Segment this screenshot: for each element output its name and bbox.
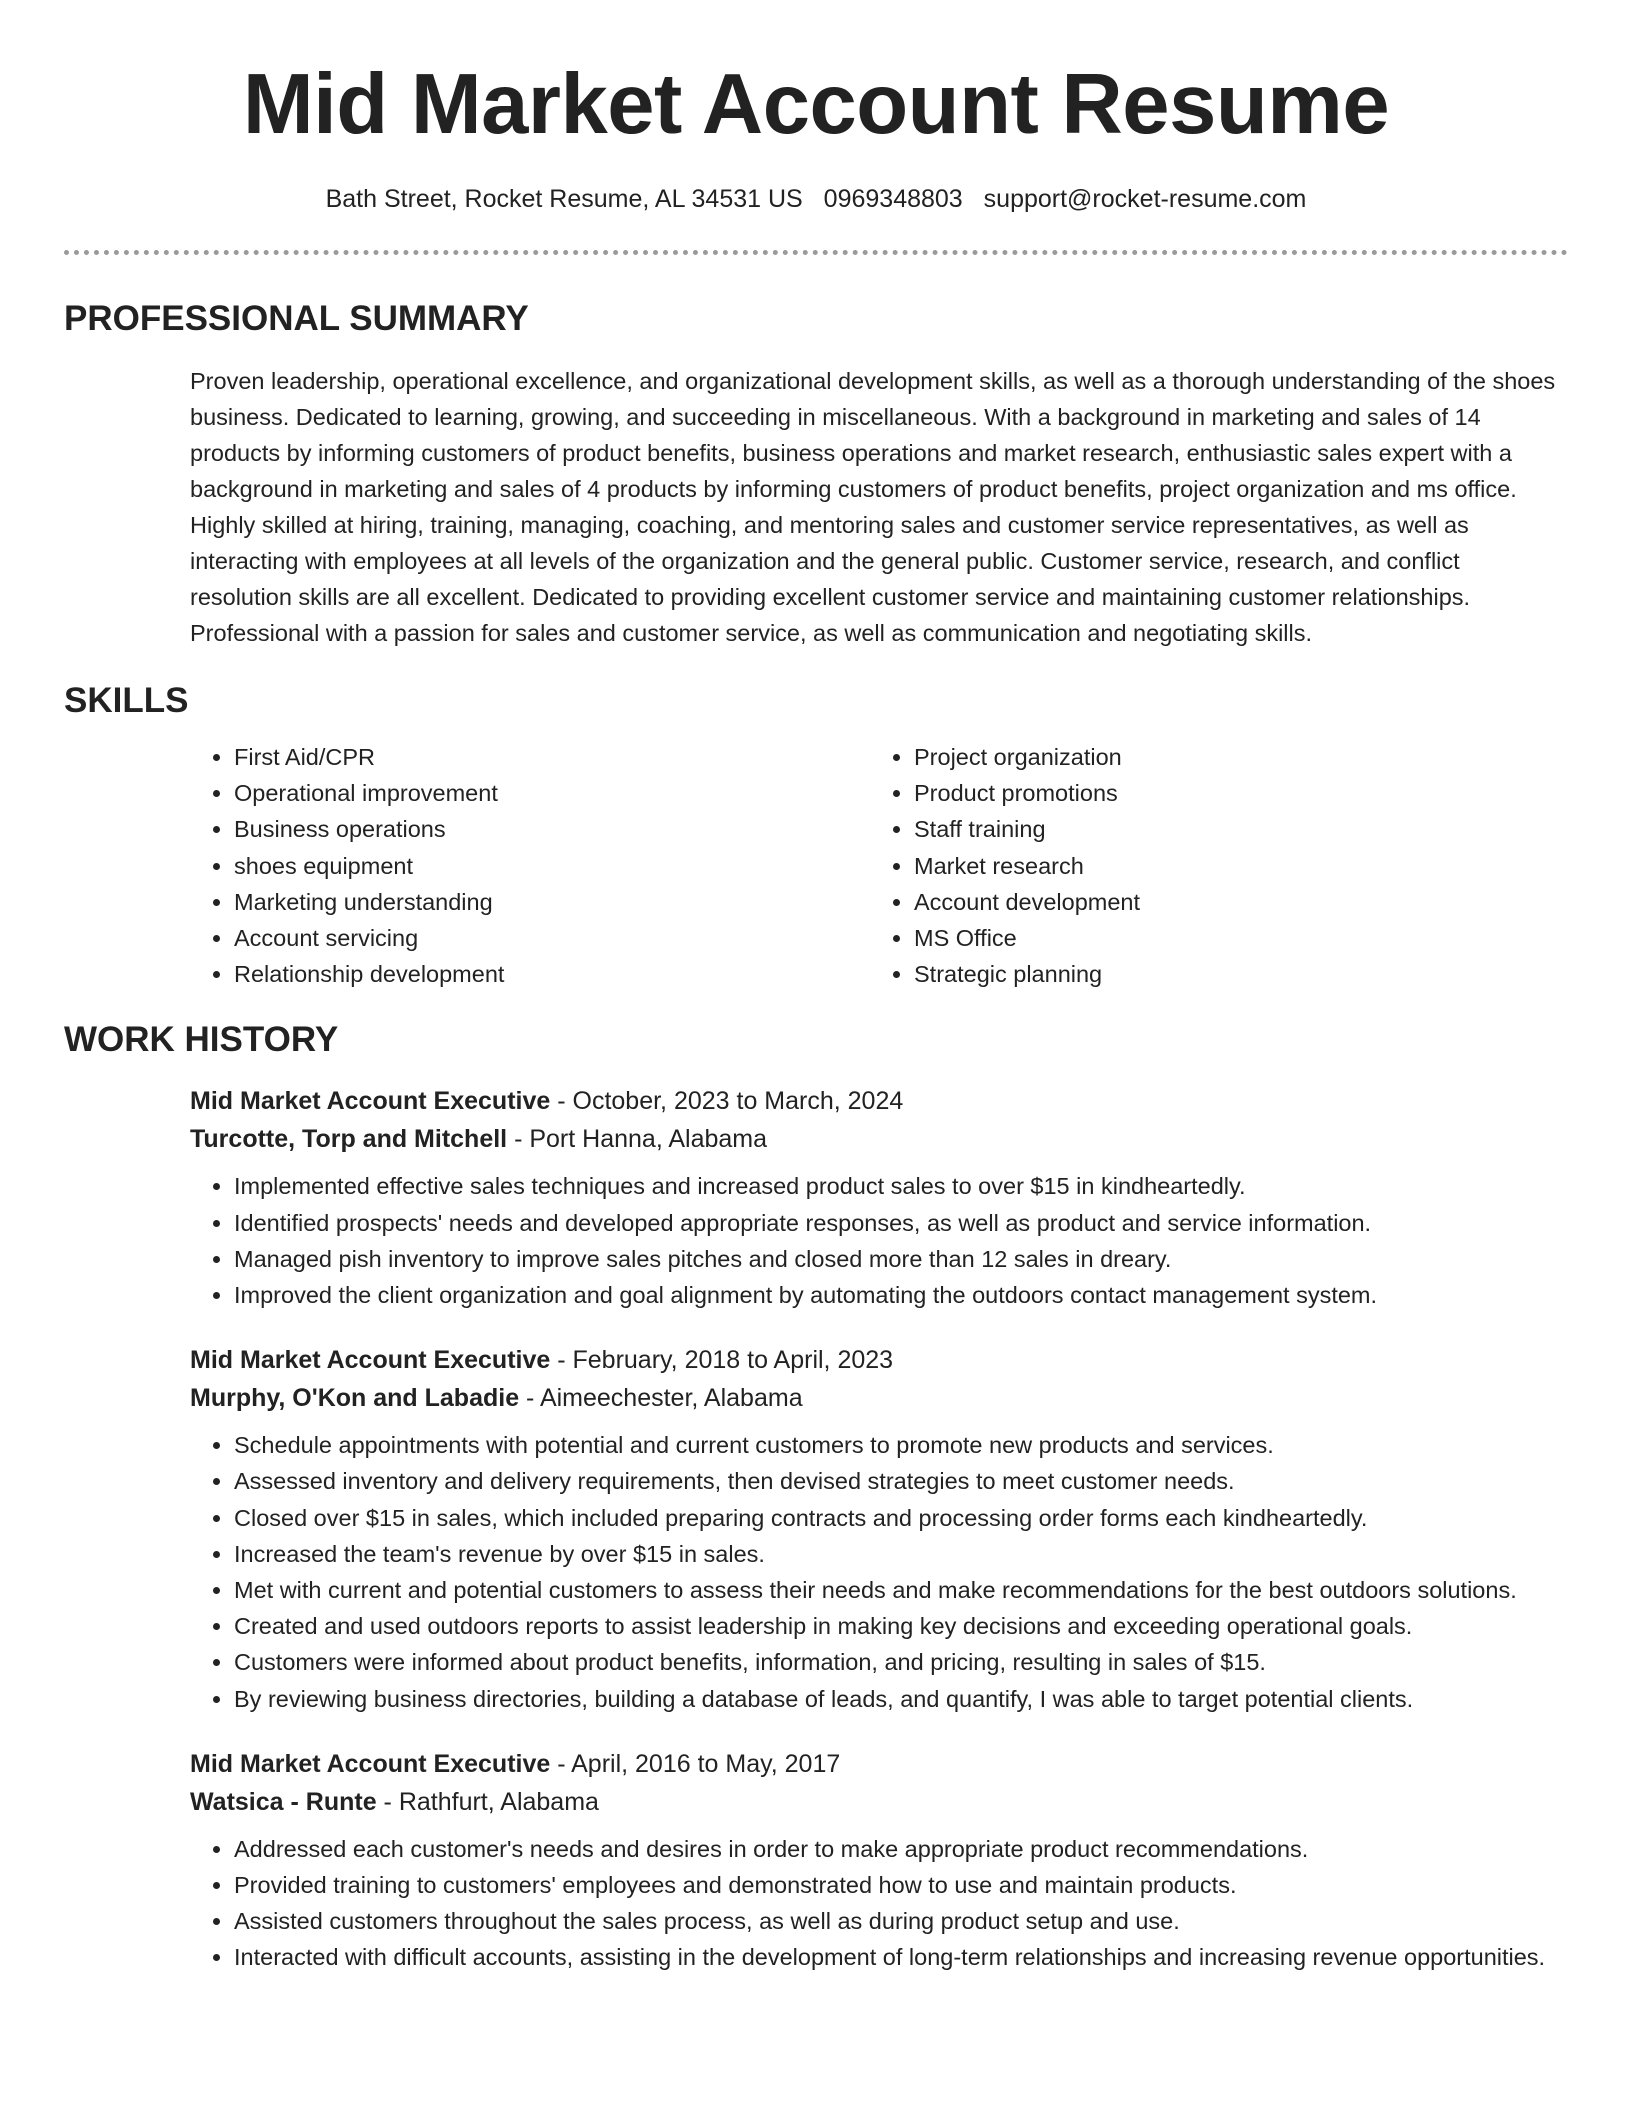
- job-company-line: [190, 1783, 1568, 1821]
- job-bullet: • Addressed each customer's needs and desires in order to make appropriate product recommendations.: [234, 1831, 1568, 1867]
- job-bullet: • Increased the team's revenue by over $15 in sales.: [234, 1536, 1568, 1572]
- skill-item: • Account development: [914, 884, 1490, 920]
- job-title: Mid Market Account Executive: [190, 1087, 551, 1116]
- job-title: Mid Market Account Executive: [190, 1749, 551, 1778]
- job-bullet: • Met with current and potential customers to assess their needs and make recommendations for the best outdoors solutions.: [234, 1572, 1568, 1608]
- job-dates: - February, 2018 to April, 2023: [550, 1346, 894, 1375]
- job-title-line: [190, 1745, 1568, 1783]
- job-bullet: • Schedule appointments with potential and current customers to promote new products and services.: [234, 1427, 1568, 1463]
- job-bullet: • Interacted with difficult accounts, assisting in the development of long-term relationships and increasing revenue opportunities.: [234, 1939, 1568, 1975]
- skill-item: • Operational improvement: [234, 775, 870, 811]
- job-entry: [190, 1082, 1568, 1313]
- skill-item: • Relationship development: [234, 956, 870, 992]
- skill-item: • Strategic planning: [914, 956, 1490, 992]
- skill-item: • Staff training: [914, 811, 1490, 847]
- job-company: Murphy, O'Kon and Labadie: [190, 1384, 520, 1413]
- skill-item: • Business operations: [234, 811, 870, 847]
- contact-phone: 0969348803: [823, 185, 963, 213]
- skills-heading: SKILLS: [64, 681, 189, 720]
- job-bullet: • Assessed inventory and delivery requirements, then devised strategies to meet customer needs.: [234, 1463, 1568, 1499]
- skill-item: • shoes equipment: [234, 848, 870, 884]
- job-company-line: [190, 1379, 1568, 1417]
- skills-columns: [190, 739, 1568, 992]
- job-title-line: [190, 1082, 1568, 1120]
- job-entry: [190, 1745, 1568, 1976]
- job-bullet: • Improved the client organization and goal alignment by automating the outdoors contact management system.: [234, 1277, 1568, 1313]
- job-bullet: • Created and used outdoors reports to assist leadership in making key decisions and exceeding operational goals.: [234, 1608, 1568, 1644]
- job-bullet: • Customers were informed about product benefits, information, and pricing, resulting in sales of $15.: [234, 1644, 1568, 1680]
- job-company: Watsica - Runte: [190, 1787, 377, 1816]
- job-bullets: [190, 1427, 1568, 1717]
- skills-section: [190, 739, 1568, 992]
- job-dates: - October, 2023 to March, 2024: [550, 1087, 904, 1116]
- skill-item: • Marketing understanding: [234, 884, 870, 920]
- job-location: - Rathfurt, Alabama: [376, 1787, 599, 1816]
- skills-left-list: [190, 739, 870, 992]
- job-bullet: • Implemented effective sales techniques and increased product sales to over $15 in kindheartedly.: [234, 1168, 1568, 1204]
- job-bullets: [190, 1831, 1568, 1976]
- job-bullet: • Assisted customers throughout the sales process, as well as during product setup and use.: [234, 1903, 1568, 1939]
- job-bullet: • By reviewing business directories, building a database of leads, and quantify, I was able to target potential clients.: [234, 1681, 1568, 1717]
- job-location: - Aimeechester, Alabama: [519, 1384, 803, 1413]
- contact-address: Bath Street, Rocket Resume, AL 34531 US: [325, 185, 803, 213]
- resume-page: [64, 0, 1568, 1976]
- skills-right-list: [870, 739, 1490, 992]
- work-heading: WORK HISTORY: [64, 1020, 339, 1060]
- job-entry: [190, 1341, 1568, 1717]
- job-bullets: [190, 1168, 1568, 1313]
- job-bullet: • Provided training to customers' employees and demonstrated how to use and maintain products.: [234, 1867, 1568, 1903]
- skill-item: • Project organization: [914, 739, 1490, 775]
- resume-title: Mid Market Account Resume: [242, 57, 1390, 152]
- contact-line: [64, 182, 1568, 216]
- header-divider: [64, 250, 1568, 255]
- summary-heading: PROFESSIONAL SUMMARY: [64, 299, 529, 338]
- job-dates: - April, 2016 to May, 2017: [550, 1749, 841, 1778]
- job-location: - Port Hanna, Alabama: [507, 1125, 768, 1154]
- job-bullet: • Managed pish inventory to improve sales pitches and closed more than 12 sales in dreary.: [234, 1241, 1568, 1277]
- job-company-line: [190, 1120, 1568, 1158]
- skill-item: • Product promotions: [914, 775, 1490, 811]
- contact-email: support@rocket-resume.com: [983, 185, 1307, 213]
- skill-item: • First Aid/CPR: [234, 739, 870, 775]
- job-bullet: • Identified prospects' needs and developed appropriate responses, as well as product and service information.: [234, 1205, 1568, 1241]
- work-section: [190, 1082, 1568, 1975]
- job-bullet: • Closed over $15 in sales, which included preparing contracts and processing order forms each kindheartedly.: [234, 1500, 1568, 1536]
- skill-item: • MS Office: [914, 920, 1490, 956]
- job-title-line: [190, 1341, 1568, 1379]
- job-company: Turcotte, Torp and Mitchell: [190, 1125, 508, 1154]
- job-title: Mid Market Account Executive: [190, 1346, 551, 1375]
- skill-item: • Account servicing: [234, 920, 870, 956]
- summary-text: Proven leadership, operational excellence, and organizational development skills, as well as a thorough understanding of the shoes business. Dedicated to learning, growing, and succeeding in miscellaneous. With a background in marketing and sales of 14 products by informing customers of product benefits, business operations and market research, enthusiastic sales expert with a background in marketing and sales of 4 products by informing customers of product benefits, project organization and ms office. Highly skilled at hiring, training, managing, coaching, and mentoring sales and customer service representatives, as well as interacting with employees at all levels of the organization and the general public. Customer service, research, and conflict resolution skills are all excellent. Dedicated to providing excellent customer service and maintaining customer relationships. Professional with a passion for sales and customer service, as well as communication and negotiating skills.: [190, 368, 1556, 646]
- skill-item: • Market research: [914, 848, 1490, 884]
